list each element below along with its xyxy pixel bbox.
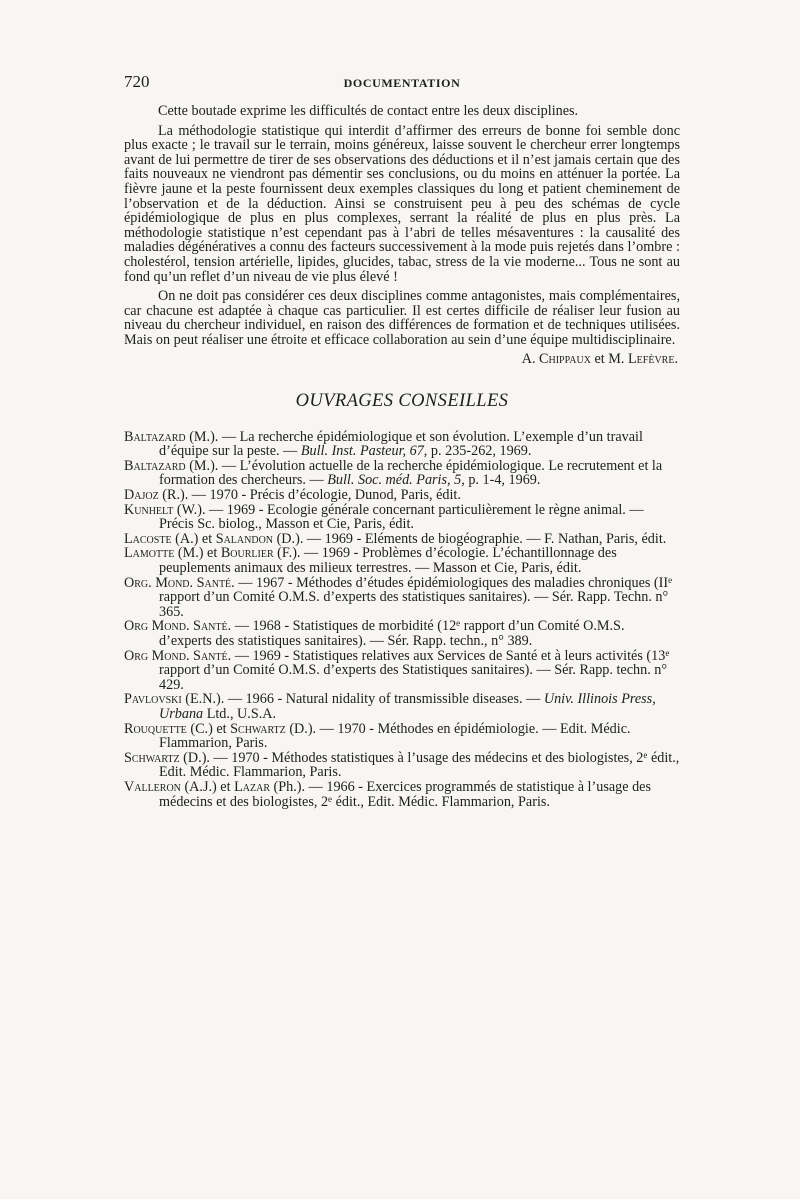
reference-author: Org. Mond. Santé [124, 574, 232, 591]
signature-initial-2: M. [608, 350, 625, 367]
reference-journal: Bull. Soc. méd. Paris, 5, [327, 472, 465, 489]
reference-author: Dajoz [124, 487, 159, 504]
reference-item [124, 546, 680, 575]
reference-text: (E.N.). — 1966 - Natural nidality of transmissible diseases. — [181, 691, 544, 708]
signature-conjunction: et [594, 350, 605, 367]
reference-journal: Bull. Inst. Pasteur, 67, [300, 443, 428, 460]
reference-text: (W.). — 1969 - Ecologie générale concernant particulièrement le règne animal. — Précis Sc. biolog., Masson et Cie, Paris, édit. [159, 501, 644, 533]
reference-text: (F.). — 1969 - Problèmes d’écologie. L’échantillonnage des peuplements animaux des milieux terrestres. — Masson et Cie, Paris, édit. [159, 545, 617, 577]
reference-item [124, 430, 680, 459]
reference-text: (M.). — L’évolution actuelle de la recherche épidémiologique. Le recrutement et la formation des chercheurs. — [159, 457, 663, 489]
reference-item [124, 503, 680, 532]
page-number: 720 [124, 72, 150, 91]
reference-text: . — 1969 - Statistiques relatives aux Services de Santé et à leurs activités (13 [227, 647, 666, 664]
reference-text: (A.) et [171, 530, 216, 547]
page-header [124, 72, 680, 94]
reference-author: Schwartz [230, 720, 286, 737]
reference-item [124, 751, 680, 780]
reference-author: Pavlovski [124, 691, 182, 708]
reference-author: Baltazard [124, 457, 186, 474]
reference-text: . — 1968 - Statistiques de morbidité (12 [227, 618, 457, 635]
reference-item [124, 619, 680, 648]
signature-initial-1: A. [521, 350, 536, 367]
reference-journal: Univ. Illinois Press, Urbana [159, 691, 656, 722]
reference-text: (C.) et [186, 720, 231, 737]
reference-text: . — 1967 - Méthodes d’études épidémiologiques des maladies chroniques (II [231, 574, 669, 591]
reference-item [124, 532, 680, 547]
reference-text: rapport d’un Comité O.M.S. d’experts des statistiques sanitaires). — Sér. Rapp. Techn. n° 365. [159, 589, 669, 620]
reference-text: (R.). — 1970 - Précis d’écologie, Dunod, Paris, édit. [158, 487, 461, 504]
reference-text: (M.). — La recherche épidémiologique et son évolution. L’exemple d’un travail d’équipe sur la peste. — [159, 428, 643, 460]
paragraph-2: La méthodologie statistique qui interdit d’affirmer des erreurs de bonne foi semble donc plus exacte ; le travail sur le terrain, moins généreux, laisse souvent le chercheur errer longtemps avant de lui permettre de tirer de ses observations des déductions et il n’est jamais certain que des faits nouveaux ne viendront pas démentir ses conclusions, ou du moins en atténuer la portée. La fièvre jaune et la peste fournissent deux exemples classiques du long et patient cheminement de l’observation et de la déduction. Ainsi se construisent peu à peu des schémas de cycle épidémiologique de plus en plus complexes, serrant la réalité de plus en plus près. La méthodologie statistique n’est cependant pas à l’abri de telles mésaventures : la causalité des maladies dégénératives a connu des facteurs successivement à la mode puis rejetés dans l’ombre : cholestérol, tension artérielle, lipides, glucides, tabac, stress de la vie moderne... Tous ne sont au fond qu’un reflet d’un niveau de vie plus élevé ! [124, 122, 680, 285]
reference-item [124, 780, 680, 809]
reference-author: Lacoste [124, 530, 172, 547]
running-head: DOCUMENTATION [343, 76, 461, 90]
reference-text: (M.) et [174, 545, 221, 562]
reference-item [124, 459, 680, 488]
paragraph-3: On ne doit pas considérer ces deux disciplines comme antagonistes, mais complémentaires, car chacune est adaptée à chaque cas particulier. Il est certes difficile de réaliser leur fusion au niveau du chercheur individuel, en raison des différences de formation et de techniques utilisées. Mais on peut réaliser une étroite et efficace collaboration au sein d’une équipe multidisciplinaire. [124, 288, 680, 348]
reference-author: Lamotte [124, 545, 175, 562]
reference-author: Org Mond. Santé [124, 647, 228, 664]
reference-text: (D.). — 1969 - Eléments de biogéographie. — F. Nathan, Paris, édit. [273, 530, 667, 547]
reference-author: Lazar [234, 778, 270, 795]
reference-item [124, 722, 680, 751]
reference-item [124, 692, 680, 721]
reference-author: Bourlier [220, 545, 274, 562]
reference-item [124, 576, 680, 620]
reference-author: Salandon [215, 530, 274, 547]
reference-text: Ltd., U.S.A. [203, 705, 277, 722]
reference-text: édit., Edit. Médic. Flammarion, Paris. [159, 749, 680, 781]
reference-text: édit., Edit. Médic. Flammarion, Paris. [332, 793, 550, 810]
paragraph-1: Cette boutade exprime les difficultés de contact entre les deux disciplines. [158, 103, 579, 119]
reference-list [124, 430, 680, 809]
reference-author: Baltazard [124, 428, 186, 445]
reference-superscript: e [328, 793, 333, 804]
reference-text: (Ph.). — 1966 - Exercices programmés de statistique à l’usage des médecins et des biologistes, 2 [159, 778, 651, 810]
reference-superscript: e [643, 749, 648, 760]
reference-superscript: e [456, 618, 461, 629]
body-text [124, 104, 680, 809]
author-signature [124, 352, 680, 367]
reference-text: p. 1-4, 1969. [464, 472, 541, 489]
reference-text: (D.). — 1970 - Méthodes statistiques à l’usage des médecins et des biologistes, 2 [179, 749, 644, 766]
reference-author: Schwartz [124, 749, 180, 766]
reference-text: (D.). — 1970 - Méthodes en épidémiologie. — Edit. Médic. Flammarion, Paris. [159, 720, 631, 752]
signature-name-2: Lefèvre. [628, 350, 678, 367]
reference-superscript: e [665, 647, 670, 658]
reference-text: (A.J.) et [180, 778, 235, 795]
reference-author: Valleron [124, 778, 181, 795]
reference-superscript: e [668, 574, 673, 585]
reference-author: Rouquette [124, 720, 187, 737]
reference-text: rapport d’un Comité O.M.S. d’experts des Statistiques sanitaires). — Sér. Rapp. techn. n° 429. [159, 662, 668, 693]
reference-text: p. 235-262, 1969. [427, 443, 532, 460]
reference-text: rapport d’un Comité O.M.S. d’experts des statistiques sanitaires). — Sér. Rapp. techn., n° 389. [159, 618, 625, 649]
signature-name-1: Chippaux [539, 350, 591, 367]
section-title: OUVRAGES CONSEILLES [295, 391, 509, 412]
reference-author: Kunhelt [124, 501, 174, 518]
reference-item [124, 488, 680, 503]
reference-author: Org Mond. Santé [124, 618, 228, 635]
reference-item [124, 649, 680, 693]
